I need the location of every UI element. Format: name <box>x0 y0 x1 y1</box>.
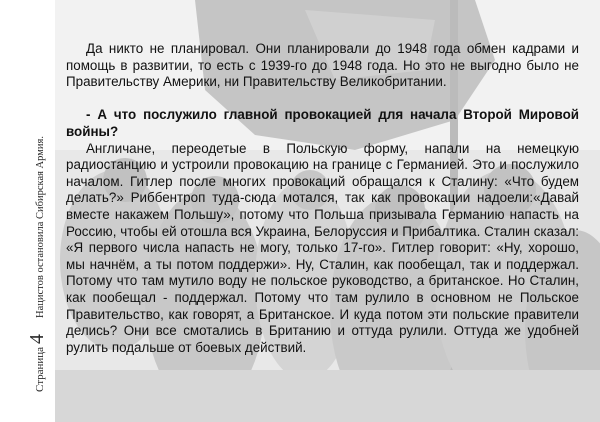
question-heading: - А что послужило главной провокацией для начала Второй Мировой войны? <box>66 107 579 139</box>
side-caption: Нацистов остановила Сибирская Армия. <box>35 136 46 318</box>
article-body <box>66 41 579 356</box>
paragraph-gap <box>66 91 579 108</box>
intro-paragraph: Да никто не планировал. Они планировали до 1948 года обмен кадрами и помощь в развитии, то есть с 1939-го до 1948 года. Но это не выгодно было не Правительству Америки, ни Правительству Великобритании. <box>66 41 579 90</box>
page-word: Страница <box>34 346 46 392</box>
side-label <box>0 0 55 422</box>
page-number: 4 <box>26 333 48 344</box>
answer-paragraph: Англичане, переодетые в Польскую форму, напали на немецкую радиостанцию и устроили провокацию на границе с Германией. Это и послужило началом. Гитлер после многих провокаций обращался к Сталину: «Что будем делать?» Риббентроп туда-сюда мотался, так как провокации надоели:«Давай вместе накажем Польшу», потому что Польша призывала Германию напасть на Россию, чтобы ей отошла вся Украина, Белоруссия и Прибалтика. Сталин сказал: «Я первого числа напасть не могу, только 17-го». Гитлер говорит: «Ну, хорошо, мы начнём, а ты потом поддержи». Ну, Сталин, как пообещал, так и поддержал. Потому что там мутило воду не польское руководство, а британское. Но Сталин, как пообещал - поддержал. Потому что там рулило в основном не Польское Правительство, как говорят, а Британское. И куда потом эти польские правители делись? Они все смотались в Британию и оттуда рулили. Оттуда же удобней рулить подальше от боевых действий. <box>66 140 579 355</box>
